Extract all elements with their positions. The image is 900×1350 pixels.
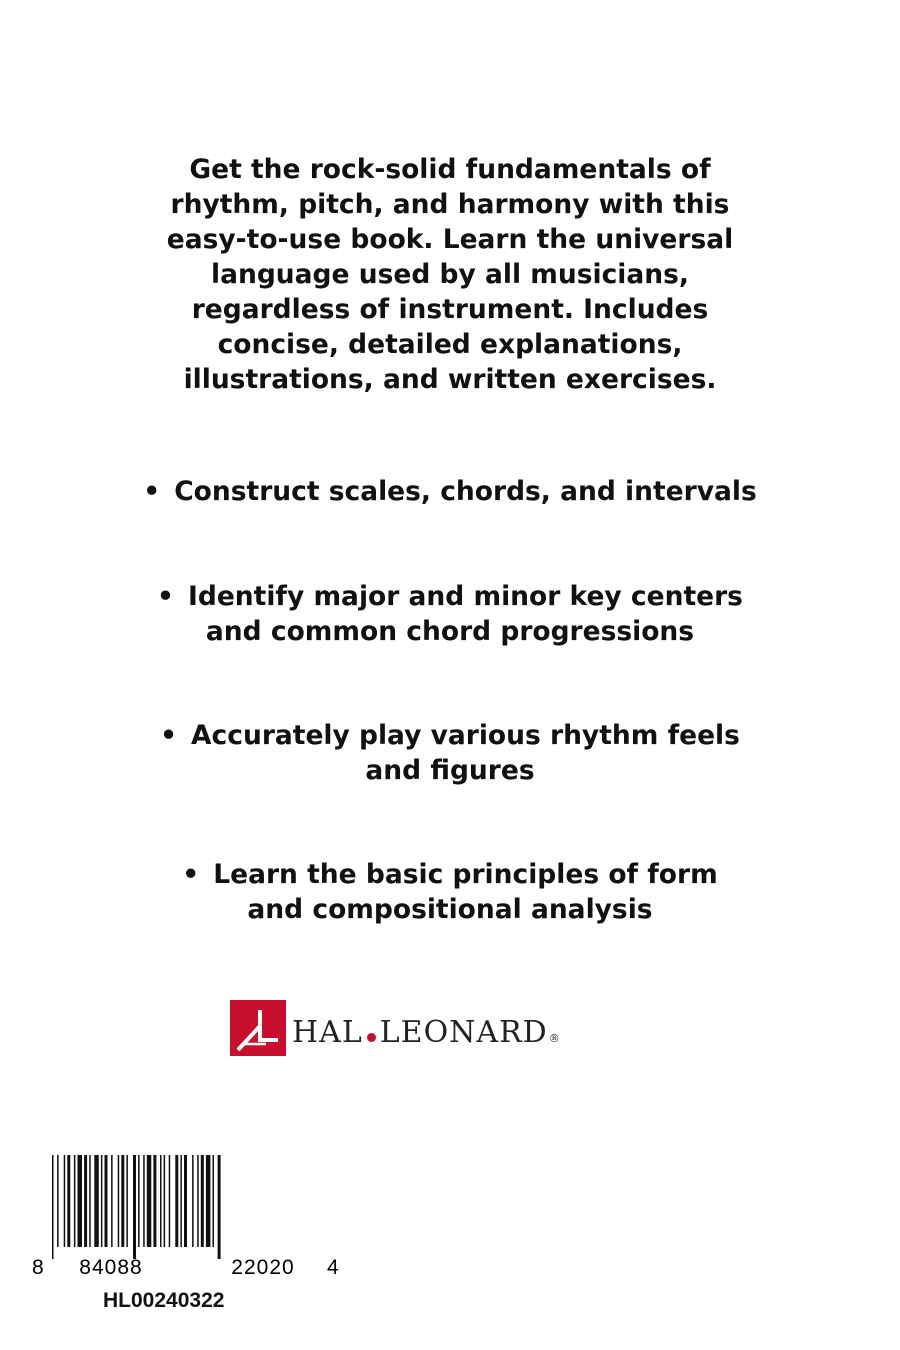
bullet-text: Learn the basic principles of form <box>213 859 718 890</box>
bullet-text-continued: and common chord progressions <box>205 616 695 647</box>
barcode-bar <box>160 1155 162 1247</box>
barcode-bar <box>64 1155 65 1247</box>
description-line: illustrations, and written exercises. <box>183 364 717 395</box>
barcode-bar <box>105 1155 108 1247</box>
bullet-item <box>100 718 800 788</box>
barcode-bar <box>94 1155 99 1247</box>
publisher-name-right: LEONARD <box>379 1015 548 1050</box>
barcode-bar <box>143 1155 145 1247</box>
bullet-icon: • <box>182 859 200 890</box>
barcode-bar <box>52 1155 54 1259</box>
bullet-text: Accurately play various rhythm feels <box>191 720 740 751</box>
barcode-bar <box>153 1155 156 1247</box>
registered-mark: ® <box>548 1032 561 1045</box>
barcode-right-digits: 22020 <box>231 1256 295 1279</box>
barcode-bar <box>133 1155 136 1259</box>
description-line: easy-to-use book. Learn the universal <box>166 224 734 255</box>
bullet-text-continued: and compositional analysis <box>247 894 653 925</box>
bullet-item <box>100 857 800 927</box>
bullet-item <box>100 474 800 509</box>
barcode-bar <box>57 1155 59 1247</box>
barcode-bar <box>138 1155 140 1247</box>
barcode-bar <box>101 1155 103 1247</box>
bullet-item <box>100 579 800 649</box>
barcode-bar <box>164 1155 166 1247</box>
description-text <box>110 152 790 397</box>
barcode-bar <box>192 1155 194 1247</box>
barcode-bar <box>213 1155 215 1247</box>
barcode-bar <box>175 1155 178 1247</box>
barcode-bar <box>118 1155 120 1247</box>
barcode-check-digit: 4 <box>327 1256 339 1279</box>
catalog-number: HL00240322 <box>103 1289 225 1312</box>
description-line: Get the rock-solid fundamentals of <box>189 154 711 185</box>
barcode-bar <box>126 1155 128 1247</box>
publisher-name <box>292 1015 561 1054</box>
bullet-icon: • <box>143 476 161 507</box>
barcode-bar <box>84 1155 87 1247</box>
description-line: rhythm, pitch, and harmony with this <box>170 189 730 220</box>
barcode-bar <box>206 1155 211 1247</box>
barcode-bar <box>218 1155 221 1259</box>
description-line: concise, detailed explanations, <box>217 329 683 360</box>
bullet-icon: • <box>160 720 178 751</box>
barcode-bar <box>78 1155 83 1247</box>
barcode-bar <box>201 1155 204 1247</box>
barcode-bar <box>67 1155 70 1247</box>
description-line: regardless of instrument. Includes <box>191 294 709 325</box>
publisher-logo <box>230 1000 561 1056</box>
barcode-bar <box>89 1155 91 1247</box>
barcode-bar <box>147 1155 152 1247</box>
barcode-bar <box>197 1155 199 1247</box>
barcode <box>28 1155 340 1280</box>
hal-leonard-logo-icon <box>230 1000 286 1056</box>
barcode-first-digit: 8 <box>32 1256 44 1279</box>
barcode-bar <box>184 1155 187 1247</box>
bullet-text: Identify major and minor key centers <box>188 581 743 612</box>
barcode-bar <box>121 1155 124 1247</box>
barcode-bar <box>111 1155 113 1247</box>
barcode-bar <box>180 1155 182 1247</box>
bullet-text-continued: and figures <box>365 755 535 786</box>
barcode-bars <box>52 1155 221 1259</box>
barcode-bar <box>74 1155 76 1247</box>
publisher-dot <box>367 1033 376 1042</box>
publisher-name-left: HAL <box>292 1015 363 1050</box>
bullet-text: Construct scales, chords, and intervals <box>174 476 757 507</box>
barcode-left-digits: 84088 <box>79 1256 143 1279</box>
description-line: language used by all musicians, <box>211 259 689 290</box>
barcode-bar <box>169 1155 171 1247</box>
bullet-icon: • <box>157 581 174 612</box>
